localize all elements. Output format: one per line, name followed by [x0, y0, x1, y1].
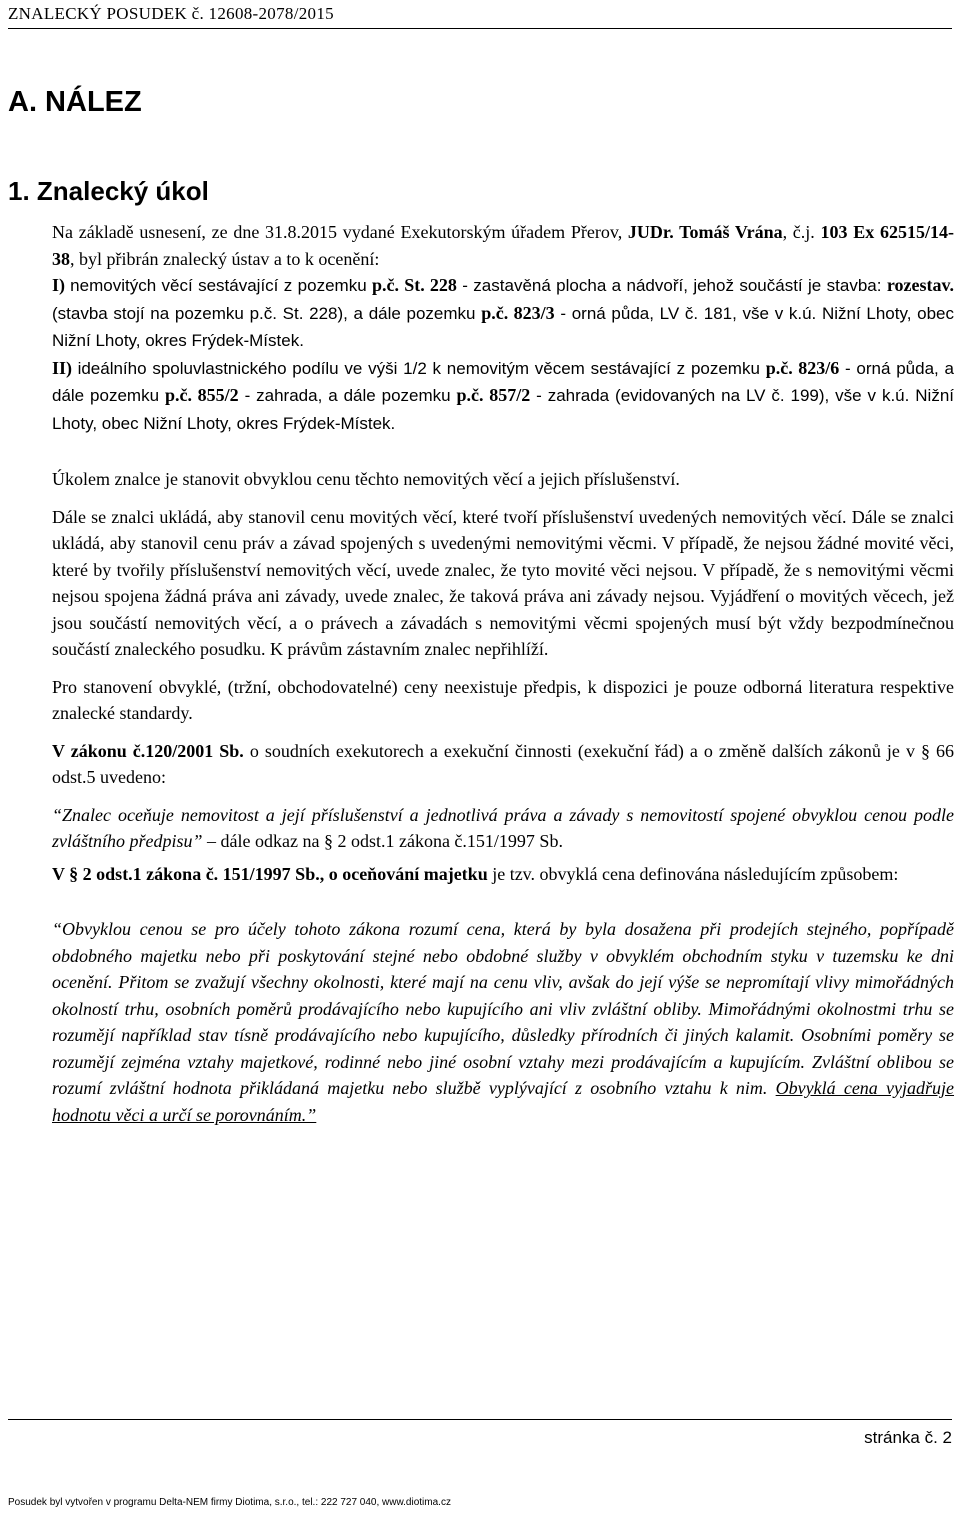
footer-divider	[8, 1419, 952, 1420]
section-heading: A. NÁLEZ	[8, 86, 142, 118]
footer-note: Posudek byl vytvořen v programu Delta-NEM firmy Diotima, s.r.o., tel.: 222 727 040, www.diotima.cz	[8, 1497, 451, 1508]
subsection-heading: 1. Znalecký úkol	[8, 176, 209, 206]
page-number: stránka č. 2	[864, 1428, 952, 1447]
task-paragraph: Úkolem znalce je stanovit obvyklou cenu těchto nemovitých věcí a jejich příslušenství.	[52, 469, 680, 489]
document-body	[52, 219, 954, 1128]
definition-intro-paragraph: V § 2 odst.1 zákona č. 151/1997 Sb., o oceňování majetku je tzv. obvyklá cena definována následujícím způsobem:	[52, 863, 899, 884]
law-quote-paragraph: “Znalec oceňuje nemovitost a její příslušenství a jednotlivá práva a závady s nemovitostí spojené obvyklou cenou podle zvláštního předpisu” – dále odkaz na § 2 odst.1 zákona č.151/1997 Sb.	[52, 804, 954, 851]
document-header: ZNALECKÝ POSUDEK č. 12608-2078/2015	[8, 4, 952, 29]
instructions-paragraph: Dále se znalci ukládá, aby stanovil cenu movitých věcí, které tvoří příslušenství uvedených nemovitých věcí. Dále se znalci ukládá, aby stanovil cenu práv a závad spojených s uvedenými nemovitými věcmi. V případě, že nejsou žádné movité věci, které by tvořily příslušenství nemovitých věcí, uvede znalec, že tyto movité věci nejsou. V případě, že s nemovitými věcmi nejsou spojena žádná práva ani závady, uvede znalec, že taková práva ani závady nejsou. Vyjádření o movitých věcech, jež jsou součástí nemovitých věcí, a o právech a závadách s nemovitými věcmi spojených musí být vždy bezpodmínečnou součástí znaleckého posudku. K právům zástavním znalec nepřihlíží.	[52, 506, 954, 659]
definition-quote-paragraph: “Obvyklou cenou se pro účely tohoto zákona rozumí cena, která by byla dosažena při prodejích stejného, popřípadě obdobného majetku nebo při poskytování stejné nebo obdobné služby v obvyklém obchodním styku v tuzemsku ke dni ocenění. Přitom se zvažují všechny okolnosti, které mají na cenu vliv, avšak do její výše se nepromítají vlivy mimořádných okolností trhu, osobních poměrů prodávajícího nebo kupujícího ani vliv zvláštní obliby. Mimořádnými okolnostmi trhu se rozumějí například stav tísně prodávajícího nebo kupujícího, důsledky přírodních či jiných kalamit. Osobními poměry se rozumějí zejména vztahy majetkové, rodinné nebo jiné osobní vztahy mezi prodávajícím a kupujícím. Zvláštní oblibou se rozumí zvláštní hodnota přikládaná majetku nebo službě vyplývající z osobního vztahu k nim. Obvyklá cena vyjadřuje hodnotu věci a určí se porovnáním.”	[52, 919, 955, 1125]
valuation-method-paragraph: Pro stanovení obvyklé, (tržní, obchodovatelné) ceny neexistuje předpis, k dispozici je pouze odborná literatura respektive znalecké standardy.	[52, 676, 954, 723]
assignment-paragraph: Na základě usnesení, ze dne 31.8.2015 vydané Exekutorským úřadem Přerov, JUDr. Tomáš Vrána, č.j. 103 Ex 62515/14-38, byl přibrán znalecký ústav a to k ocenění: I) nemovitých věcí sestávající z pozemku p.č. St. 228 - zastavěná plocha a nádvoří, jehož součástí je stavba: rozestav. (stavba stojí na pozemku p.č. St. 228), a dále pozemku p.č. 823/3 - orná půda, LV č. 181, vše v k.ú. Nižní Lhoty, obec Nižní Lhoty, okres Frýdek-Místek.	[52, 222, 955, 350]
law-reference-paragraph: V zákonu č.120/2001 Sb. o soudních exekutorech a exekuční činnosti (exekuční řád) a o změně dalších zákonů je v § 66 odst.5 uvedeno:	[52, 740, 954, 787]
co-ownership-paragraph: II) ideálního spoluvlastnického podílu ve výši 1/2 k nemovitým věcem sestávající z pozemku p.č. 823/6 - orná půda, a dále pozemku p.č. 855/2 - zahrada, a dále pozemku p.č. 857/2 - zahrada (evidovaných na LV č. 199), vše v k.ú. Nižní Lhoty, obec Nižní Lhoty, okres Frýdek-Místek.	[52, 357, 954, 433]
